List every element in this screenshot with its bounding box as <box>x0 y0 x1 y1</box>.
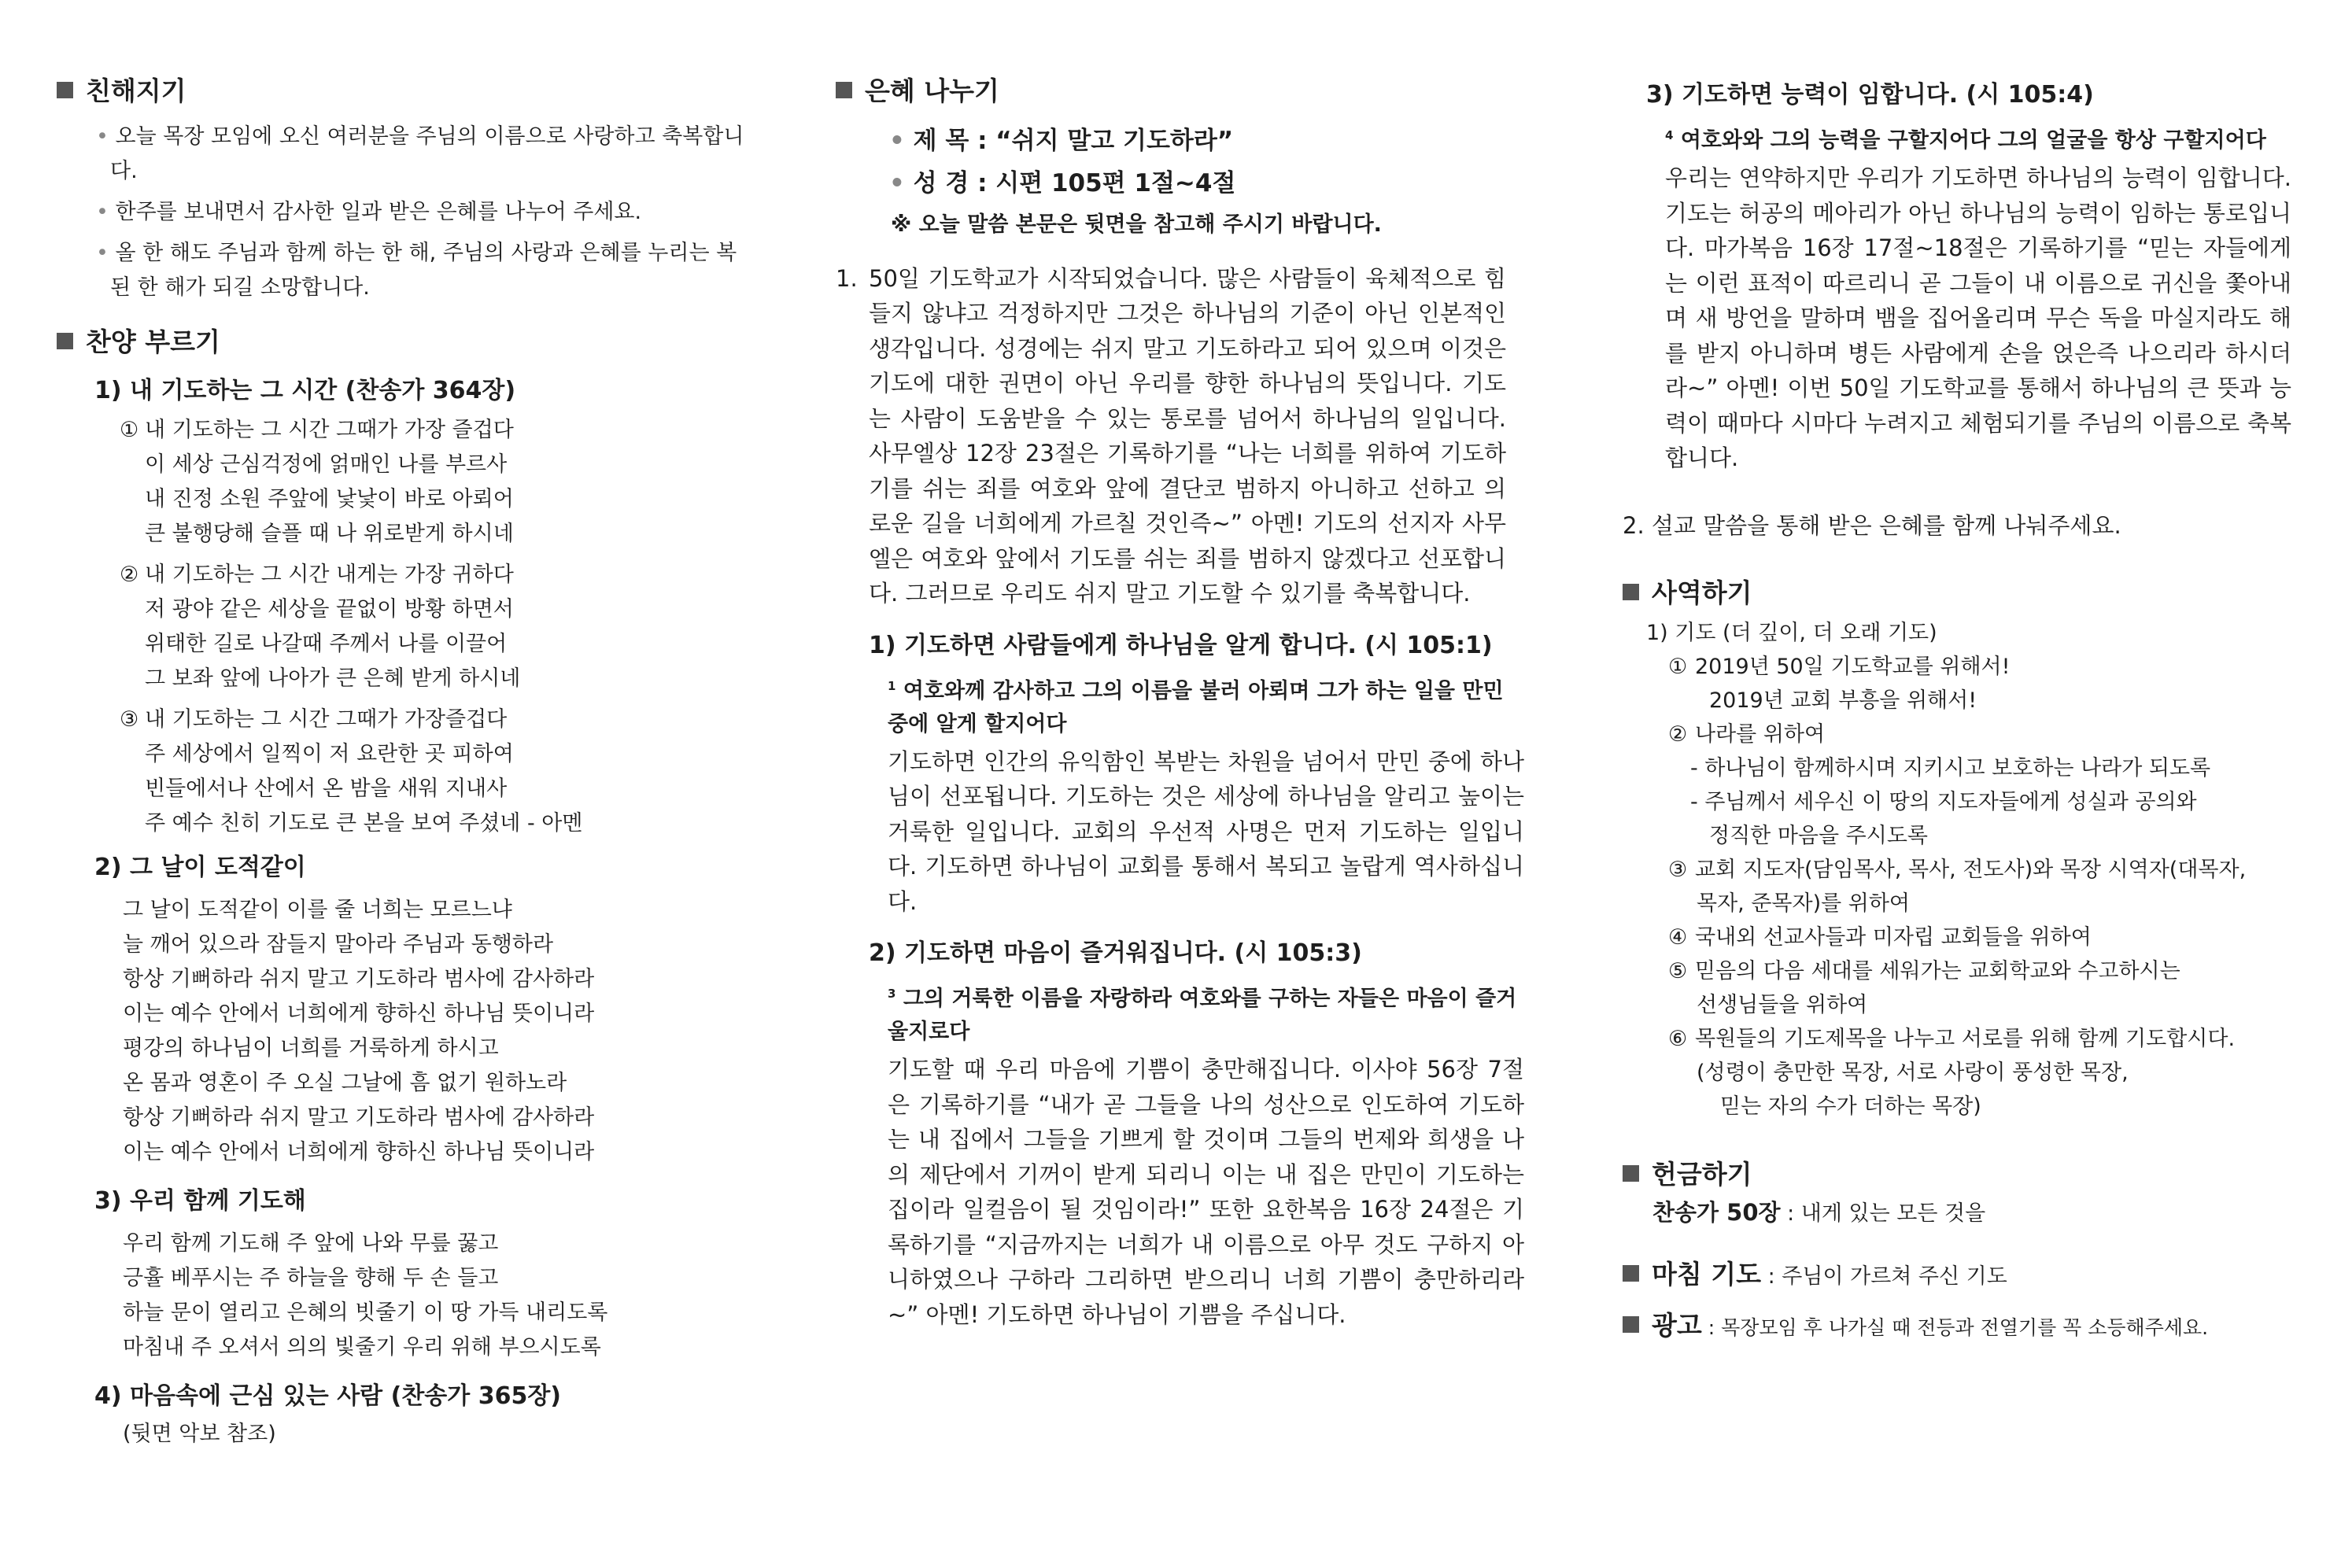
song-title: 2) 그 날이 도적같이 <box>94 853 306 881</box>
point-title: 2) 기도하면 마음이 즐거워집니다. (시 105:3) <box>869 939 1362 968</box>
section-offering-title: 헌금하기 <box>1623 1158 2291 1192</box>
sermon-scripture: • 성 경 : 시편 105편 1절~4절 <box>889 168 1236 197</box>
sermon-subject: • 제 목 : “쉬지 말고 기도하라” <box>889 126 1234 155</box>
ministry-item: ④ 국내외 선교사들과 미자립 교회들을 위하여 <box>1668 925 2092 950</box>
column-left <box>57 75 749 1463</box>
sermon-paragraph: 1. 50일 기도학교가 시작되었습니다. 많은 사람들이 육체적으로 힘들지 않냐고 걱정하지만 그것은 하나님의 기준이 아닌 인본적인 생각입니다. 성경에는 쉬지 말고 기도하라고 되어 있으며 이것은 기도에 대한 권면이 아닌 우리를 향한 하나님의 뜻입니다. 기도는 사람이 도움받을 수 있는 통로를 넘어서 하나님의 일입니다. 사무엘상 12장 23절은 기록하기를 “나는 너희를 위하여 기도하기를 쉬는 죄를 여호와 앞에 결단코 범하지 아니하고 선하고 의로운 길을 너희에게 가르칠 것인즉~” 아멘! 기도의 선지자 사무엘은 여호와 앞에서 기도를 쉬는 죄를 범하지 않겠다고 선포합니다. 그러므로 우리도 쉬지 말고 기도할 수 있기를 축복합니다. <box>836 264 1506 607</box>
song-lyrics: (뒷면 악보 참조) <box>123 1421 276 1446</box>
section-grace-title: 은혜 나누기 <box>836 75 1524 109</box>
fellowship-item: • 한주를 보내면서 감사한 일과 받은 은혜를 나누어 주세요. <box>96 199 642 224</box>
dot-bullet-icon: • <box>96 199 116 224</box>
ministry-item: ① 2019년 50일 기도학교를 위해서! <box>1668 655 2011 680</box>
square-bullet-icon <box>1623 1316 1639 1333</box>
square-bullet-icon <box>57 333 73 349</box>
sermon-note: ※ 오늘 말씀 본문은 뒷면을 참고해 주시기 바랍니다. <box>891 212 1382 237</box>
square-bullet-icon <box>1623 1265 1639 1282</box>
column-right <box>1623 75 2291 1354</box>
scripture-verse: $^4$ 여호와와 그의 능력을 구할지어다 그의 얼굴을 항상 구할지어다 <box>1665 128 2266 153</box>
square-bullet-icon <box>1623 584 1639 600</box>
fellowship-item: • 올 한 해도 주님과 함께 하는 한 해, 주님의 사랑과 은혜를 누리는 복된 한 해가 되길 소망합니다. <box>96 240 737 300</box>
point-body: 우리는 연약하지만 우리가 기도하면 하나님의 능력이 임합니다. 기도는 허공의 메아리가 아닌 하나님의 능력이 임하는 통로입니다. 마가복음 16장 17절~18절은 기록하기를 “믿는 자들에게는 이런 표적이 따르리니 곧 그들이 내 이름으로 귀신을 쫓아내며 새 방언을 말하며 뱀을 집어올리며 무슨 독을 마실지라도 해를 받지 아니하며 병든 사람에게 손을 얹은즉 나으리라 하시더라~” 아멘! 이번 50일 기도학교를 통해서 하나님의 큰 뜻과 능력이 때마다 시마다 누려지고 체험되기를 주님의 이름으로 축복합니다. <box>1665 164 2291 471</box>
song-title: 4) 마음속에 근심 있는 사람 (찬송가 365장) <box>94 1382 562 1410</box>
song-lyrics: 우리 함께 기도해 주 앞에 나와 무릎 꿇고 긍휼 베푸시는 주 하늘을 향해 두 손 들고 하늘 문이 열리고 은혜의 빗줄기 이 땅 가득 내리도록 마침내 주 오셔서 의의 빛줄기 우리 위해 부으시도록 <box>123 1230 608 1360</box>
dot-bullet-icon: • <box>96 240 116 265</box>
section-fellowship-title: 친해지기 <box>57 75 749 109</box>
offering-hymn: 찬송가 50장 : 내게 있는 모든 것을 <box>1652 1199 1986 1227</box>
square-bullet-icon <box>1623 1165 1639 1182</box>
ministry-item: ② 나라를 위하여 <box>1668 722 1826 747</box>
point-title: 1) 기도하면 사람들에게 하나님을 알게 합니다. (시 105:1) <box>869 631 1493 659</box>
column-middle <box>836 75 1524 1332</box>
ministry-item: ⑤ 믿음의 다음 세대를 세워가는 교회학교와 수고하시는 <box>1668 959 2180 984</box>
point-title: 3) 기도하면 능력이 임합니다. (시 105:4) <box>1646 81 2094 109</box>
ministry-heading: 1) 기도 (더 깊이, 더 오래 기도) <box>1646 621 1937 646</box>
song-title: 1) 내 기도하는 그 시간 (찬송가 364장) <box>94 376 516 404</box>
section-worship-title: 찬양 부르기 <box>57 326 749 360</box>
point-body: 기도할 때 우리 마음에 기쁨이 충만해집니다. 이사야 56장 7절은 기록하기를 “내가 곧 그들을 나의 성산으로 인도하여 기도하는 내 집에서 그들을 기쁘게 할 것이며 그들의 번제와 희생을 나의 제단에서 기꺼이 받게 되리니 이는 내 집은 만민이 기도하는 집이라 일컬음이 될 것임이라!” 또한 요한복음 16장 24절은 기록하기를 “지금까지는 너희가 내 이름으로 아무 것도 구하지 아니하였으나 구하라 그리하면 받으리니 너희 기쁨이 충만하리라~” 아멘! 기도하면 하나님이 기쁨을 주십니다. <box>888 1056 1524 1328</box>
section-closing-title: 마침 기도 : 주님이 가르쳐 주신 기도 <box>1623 1258 2291 1292</box>
square-bullet-icon <box>57 82 73 98</box>
fellowship-list <box>57 120 749 305</box>
point-body: 기도하면 인간의 유익함인 복받는 차원을 넘어서 만민 중에 하나님이 선포됩니다. 기도하는 것은 세상에 하나님을 알리고 높이는 거룩한 일입니다. 교회의 우선적 사명은 먼저 기도하는 일입니다. 기도하면 하나님이 교회를 통해서 복되고 놀랍게 역사하십니다. <box>888 747 1524 915</box>
song-verse: ① 내 기도하는 그 시간 그때가 가장 즐겁다 이 세상 근심걱정에 얽매인 나를 부르사 내 진정 소원 주앞에 낯낯이 바로 아뢰어 큰 불행당해 슬플 때 나 위로받게 하시네 <box>120 417 514 546</box>
ministry-item: ③ 교회 지도자(담임목사, 목사, 전도사)와 목장 시역자(대목자, <box>1668 858 2247 883</box>
song-verse: ② 내 기도하는 그 시간 내게는 가장 귀하다 저 광야 같은 세상을 끝없이 방황 하면서 위태한 길로 나갈때 주께서 나를 이끌어 그 보좌 앞에 나아가 큰 은혜 받게 하시네 <box>120 562 521 691</box>
scripture-verse: $^1$ 여호와께 감사하고 그의 이름을 불러 아뢰며 그가 하는 일을 만민 중에 알게 할지어다 <box>888 678 1504 736</box>
song-lyrics: 그 날이 도적같이 이를 줄 너희는 모르느냐 늘 깨어 있으라 잠들지 말아라 주님과 동행하라 항상 기뻐하라 쉬지 말고 기도하라 범사에 감사하라 이는 예수 안에서 너희에게 향하신 하나님 뜻이니라 평강의 하나님이 너희를 거룩하게 하시고 온 몸과 영혼이 주 오실 그날에 흠 없기 원하노라 항상 기뻐하라 쉬지 말고 기도하라 범사에 감사하라 이는 예수 안에서 너희에게 향하신 하나님 뜻이니라 <box>123 897 595 1164</box>
discussion-question: 2. 설교 말씀을 통해 받은 은혜를 함께 나눠주세요. <box>1623 511 2121 539</box>
dot-bullet-icon: • <box>96 124 116 149</box>
fellowship-item: • 오늘 목장 모임에 오신 여러분을 주님의 이름으로 사랑하고 축복합니다. <box>96 124 744 183</box>
ministry-item: ⑥ 목원들의 기도제목을 나누고 서로를 위해 함께 기도합시다. <box>1668 1027 2236 1052</box>
song-title: 3) 우리 함께 기도해 <box>94 1186 306 1215</box>
section-ministry-title: 사역하기 <box>1623 577 2291 611</box>
song-verse: ③ 내 기도하는 그 시간 그때가 가장즐겁다 주 세상에서 일찍이 저 요란한 곳 피하여 빈들에서나 산에서 온 밤을 새워 지내사 주 예수 친히 기도로 큰 본을 보여 주셨네 - 아멘 <box>120 707 583 836</box>
section-notice-title: 광고 : 목장모임 후 나가실 때 전등과 전열기를 꼭 소등해주세요. <box>1623 1309 2291 1343</box>
square-bullet-icon <box>836 82 852 98</box>
ministry-list: 1) 기도 (더 깊이, 더 오래 기도) ① 2019년 50일 기도학교를 위해서! 2019년 교회 부흥을 위해서! ② 나라를 위하여 - 하나님이 함께하시며 지키시고 보호하는 나라가 되도록 - 주님께서 세우신 이 땅의 지도자들에게 성실과 공의와 정직한 마음을 주시도록 ③ 교회 지도자(담임목사, 목사, 전도사)와 목장 시역자(대목자, 목자, 준목자)를 위하여 ④ 국내외 선교사들과 미자립 교회들을 위하여 ⑤ 믿음의 다음 세대를 세워가는 교회학교와 수고하시는 선생님들을 위하여 ⑥ 목원들의 기도제목을 나누고 서로를 위해 함께 기도합시다. (성령이 충만한 목장, 서로 사랑이 풍성한 목장, 믿는 자의 수가 더하는 목장) <box>1646 616 2291 1123</box>
scripture-verse: $^3$ 그의 거룩한 이름을 자랑하라 여호와를 구하는 자들은 마음이 즐거울지로다 <box>888 987 1517 1045</box>
